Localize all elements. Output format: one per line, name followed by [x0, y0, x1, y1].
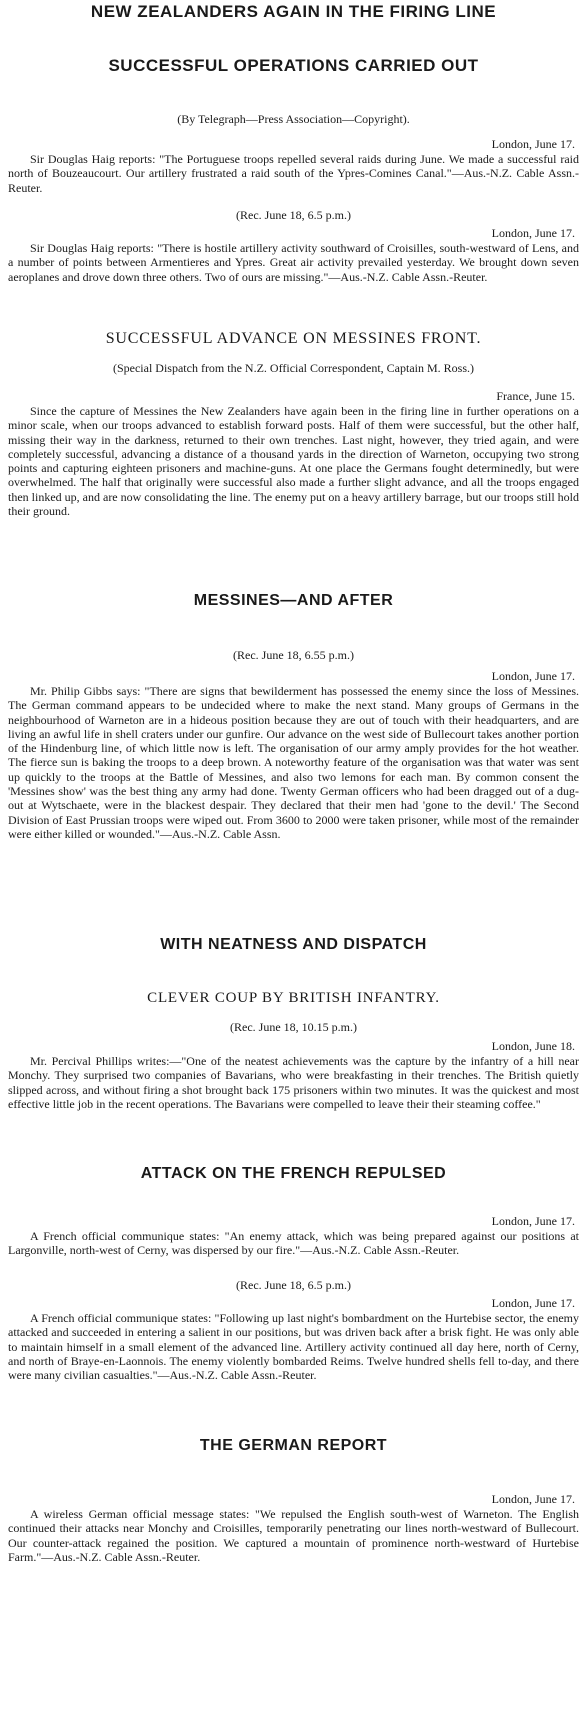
dateline: France, June 15. — [496, 389, 575, 403]
received-time: (Rec. June 18, 6.5 p.m.) — [236, 208, 351, 222]
subheadline-clever-coup: CLEVER COUP BY BRITISH INFANTRY. — [147, 990, 440, 1006]
article-paragraph: Sir Douglas Haig reports: "The Portuguese troops repelled several raids during June. We made a successful raid north of Bouzeaucourt. Our artillery frustrated a raid south of the Ypres-Comines Canal."—Aus.-N.Z. Cable Assn.-Reuter. — [8, 152, 579, 195]
dateline: London, June 17. — [491, 1296, 575, 1310]
article-paragraph: Since the capture of Messines the New Zealanders have again been in the firing line in further operations on a minor scale, when our troops advanced to establish forward posts. Half of them were successful, but the other half, missing their way in the darkness, returned to their own trenches. Last night, however, they tried again, and were completely successful, advancing a distance of a thousand yards in the direction of Warneton, occupying two strong points and capturing eighteen prisoners and machine-guns. At one place the Germans fought determinedly, but were overwhelmed. The half that originally were successful also made a further slight advance, and all the troops engaged then linked up, and are now consolidating the line. The enemy put on a heavy artillery barrage, but our troops still hold their ground. — [8, 404, 579, 519]
article-paragraph: Mr. Percival Phillips writes:—"One of the neatest achievements was the capture by the infantry of a hill near Monchy. They surprised two companies of Bavarians, who were breakfasting in their trenches. The British quietly slipped across, and without firing a shot brought back 175 prisoners within two minutes. It was the quickest and most effective little job in the recent operations. The Bavarians were compelled to leave their their steaming coffee." — [8, 1054, 579, 1111]
headline-successful-advance: SUCCESSFUL ADVANCE ON MESSINES FRONT. — [105, 330, 482, 347]
article-paragraph: A French official communique states: "Following up last night's bombardment on the Hurtebise sector, the enemy attacked and succeeded in entering a salient in our positions, but was driven back after a brisk fight. He was only able to maintain himself in a small element of the advanced line. Artillery activity continued all day here, north of Cerny, and north of Braye-en-Laonnois. The enemy violently bombarded Reims. Twelve hundred shells fell to-day, and there were many civilian casualties."—Aus.-N.Z. Cable Assn.-Reuter. — [8, 1311, 579, 1383]
headline-german-report: THE GERMAN REPORT — [199, 1437, 388, 1454]
special-dispatch-credit: (Special Dispatch from the N.Z. Official Correspondent, Captain M. Ross.) — [112, 361, 475, 375]
headline-attack-french-repulsed: ATTACK ON THE FRENCH REPULSED — [140, 1165, 447, 1182]
article-paragraph: A French official communique states: "An enemy attack, which was being prepared against our positions at Largonville, north-west of Cerny, was dispersed by our fire."—Aus.-N.Z. Cable Assn.-Reuter. — [8, 1229, 579, 1258]
dateline: London, June 17. — [491, 226, 575, 240]
press-credit: (By Telegraph—Press Association—Copyright). — [177, 112, 410, 126]
received-time: (Rec. June 18, 10.15 p.m.) — [230, 1020, 357, 1034]
headline-messines-and-after: MESSINES—AND AFTER — [193, 592, 394, 609]
dateline: London, June 17. — [491, 1214, 575, 1228]
subheadline-successful-operations: SUCCESSFUL OPERATIONS CARRIED OUT — [108, 56, 479, 75]
dateline: London, June 17. — [491, 137, 575, 151]
headline-neatness-and-dispatch: WITH NEATNESS AND DISPATCH — [160, 936, 427, 953]
article-paragraph: Mr. Philip Gibbs says: "There are signs that bewilderment has possessed the enemy since the loss of Messines. The German command appears to be undecided where to make the next stand. Many groups of Germans in the neighbourhood of Warneton are in a hideous position because they are out of touch with their headquarters, and are living an awful life in shell craters under our gunfire. Our advance on the west side of Bullecourt takes another portion of the Hindenburg line, of which little now is left. The organisation of our army amply provides for the hot weather. The fierce sun is baking the troops to a deep brown. A noteworthy feature of the organisation was that water was sent up quickly to the troops at the Battle of Messines, and also two lemons for each man. By common consent the 'Messines show' was the best thing any army had done. Twenty German officers who had been dragged out of a dug-out at Wytschaete, were in the blackest despair. They declared that their men had 'gone to the devil.' The Second Division of East Prussian troops were wiped out. From 3600 to 2000 were taken prisoner, while most of the remainder were either killed or wounded."—Aus.-N.Z. Cable Assn. — [8, 684, 579, 841]
article-paragraph: A wireless German official message states: "We repulsed the English south-west of Warneton. The English continued their attacks near Monchy and Croisilles, temporarily penetrating our lines north-westward of Bullecourt. Our counter-attack regained the position. We captured a mountain of prominence north-westward of Hurtebise Farm."—Aus.-N.Z. Cable Assn.-Reuter. — [8, 1507, 579, 1564]
dateline: London, June 17. — [491, 669, 575, 683]
article-paragraph: Sir Douglas Haig reports: "There is hostile artillery activity southward of Croisilles, south-westward of Lens, and a number of points between Armentieres and Ypres. Great air activity prevailed yesterday. We brought down seven aeroplanes and drove down three others. Two of ours are missing."—Aus.-N.Z. Cable Assn.-Reuter. — [8, 241, 579, 284]
received-time: (Rec. June 18, 6.5 p.m.) — [236, 1278, 351, 1292]
headline-new-zealanders: NEW ZEALANDERS AGAIN IN THE FIRING LINE — [90, 2, 497, 21]
dateline: London, June 18. — [491, 1039, 575, 1053]
received-time: (Rec. June 18, 6.55 p.m.) — [233, 648, 354, 662]
dateline: London, June 17. — [491, 1492, 575, 1506]
